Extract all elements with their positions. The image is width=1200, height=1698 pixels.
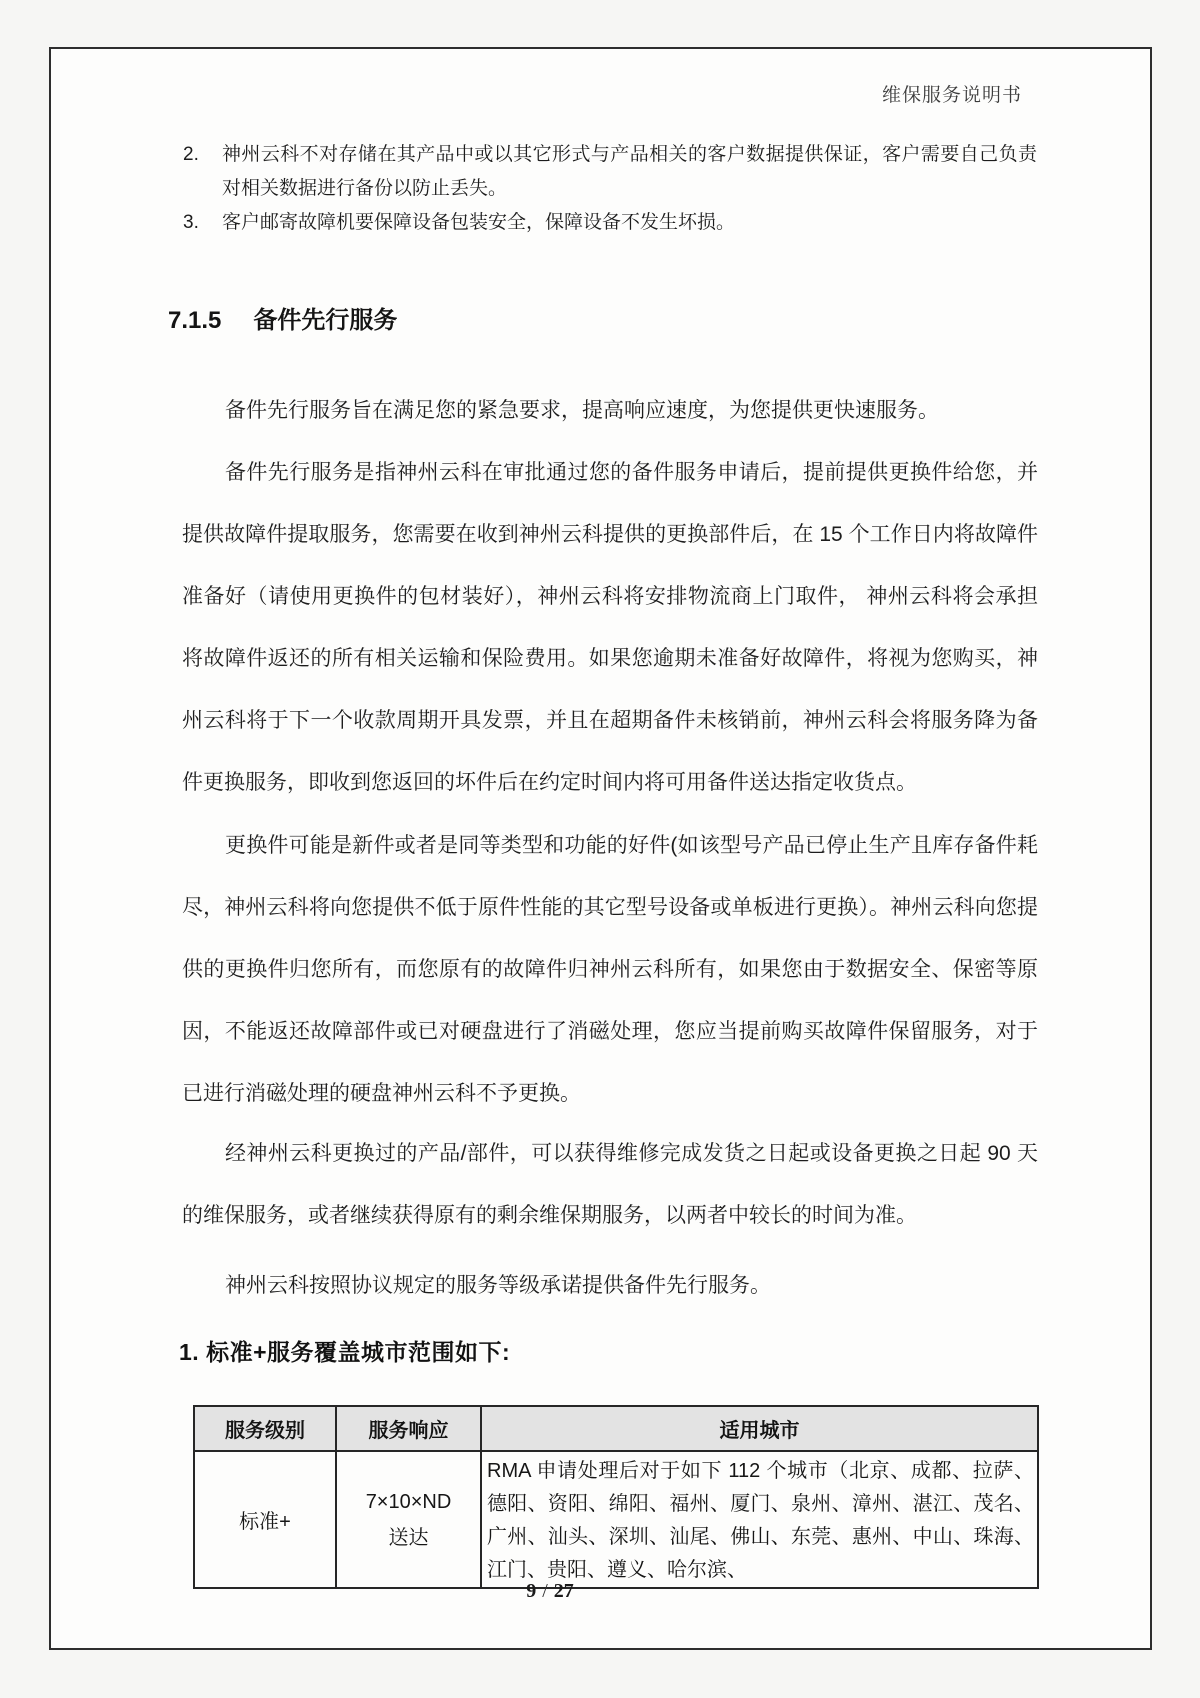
response-line-1: 7×10×ND [365,1490,452,1513]
response-line-2: 送达 [388,1526,429,1549]
list-item-number: 2. [183,144,199,165]
cell-service-response [336,1451,481,1588]
list-item-text: 客户邮寄故障机要保障设备包装安全，保障设备不发生坏损。 [222,212,736,233]
column-header-service-response: 服务响应 [336,1406,481,1451]
table-row [194,1451,1038,1588]
section-number: 7.1.5 [168,307,222,334]
current-page-number: 9 [526,1580,537,1602]
table-header-row [194,1406,1038,1451]
service-coverage-table [193,1405,1039,1589]
page-number-footer [500,1580,600,1603]
paragraph: 备件先行服务是指神州云科在审批通过您的备件服务申请后，提前提供更换件给您，并提供故障件提取服务，您需要在收到神州云科提供的更换部件后，在 15 个工作日内将故障件准备好（请使用更换件的包材装好），神州云科将安排物流商上门取件， 神州云科将会承担将故障件返还的所有相关运输和保险费用。如果您逾期未准备好故障件，将视为您购买，神州云科将于下一个收款周期开具发票，并且在超期备件未核销前，神州云科会将服务降为备件更换服务，即收到您返回的坏件后在约定时间内将可用备件送达指定收货点。 [182,461,1038,794]
paragraph: 更换件可能是新件或者是同等类型和功能的好件(如该型号产品已停止生产且库存备件耗尽，神州云科将向您提供不低于原件性能的其它型号设备或单板进行更换）。神州云科向您提供的更换件归您所有，而您原有的故障件归神州云科所有，如果您由于数据安全、保密等原因，不能返还故障部件或已对硬盘进行了消磁处理，您应当提前购买故障件保留服务，对于已进行消磁处理的硬盘神州云科不予更换。 [182,834,1038,1105]
paragraph: 备件先行服务旨在满足您的紧急要求，提高响应速度，为您提供更快速服务。 [225,399,939,422]
list-item-text: 神州云科不对存储在其产品中或以其它形式与产品相关的客户数据提供保证，客户需要自己负责对相关数据进行备份以防止丢失。 [222,144,1037,199]
cell-service-level: 标准+ [194,1451,336,1588]
column-header-service-level: 服务级别 [194,1406,336,1451]
column-header-applicable-cities: 适用城市 [481,1406,1038,1451]
list-item-2 [183,138,1037,206]
coverage-subheading: 1. 标准+服务覆盖城市范围如下: [179,1339,511,1365]
list-item-number: 3. [183,212,199,233]
page-number-separator: / [542,1580,548,1602]
cell-applicable-cities: RMA 申请处理后对于如下 112 个城市（北京、成都、拉萨、德阳、资阳、绵阳、福州、厦门、泉州、漳州、湛江、茂名、广州、汕头、深圳、汕尾、佛山、东莞、惠州、中山、珠海、江门、贵阳、遵义、哈尔滨、 [481,1451,1038,1588]
list-item-3 [183,206,1037,240]
total-page-number: 27 [553,1580,574,1602]
paragraph: 经神州云科更换过的产品/部件，可以获得维修完成发货之日起或设备更换之日起 90 天的维保服务，或者继续获得原有的剩余维保期服务，以两者中较长的时间为准。 [182,1142,1038,1227]
section-title: 备件先行服务 [253,307,398,334]
running-header-title: 维保服务说明书 [881,85,1022,106]
paragraph: 神州云科按照协议规定的服务等级承诺提供备件先行服务。 [225,1274,771,1297]
section-heading [168,300,397,335]
